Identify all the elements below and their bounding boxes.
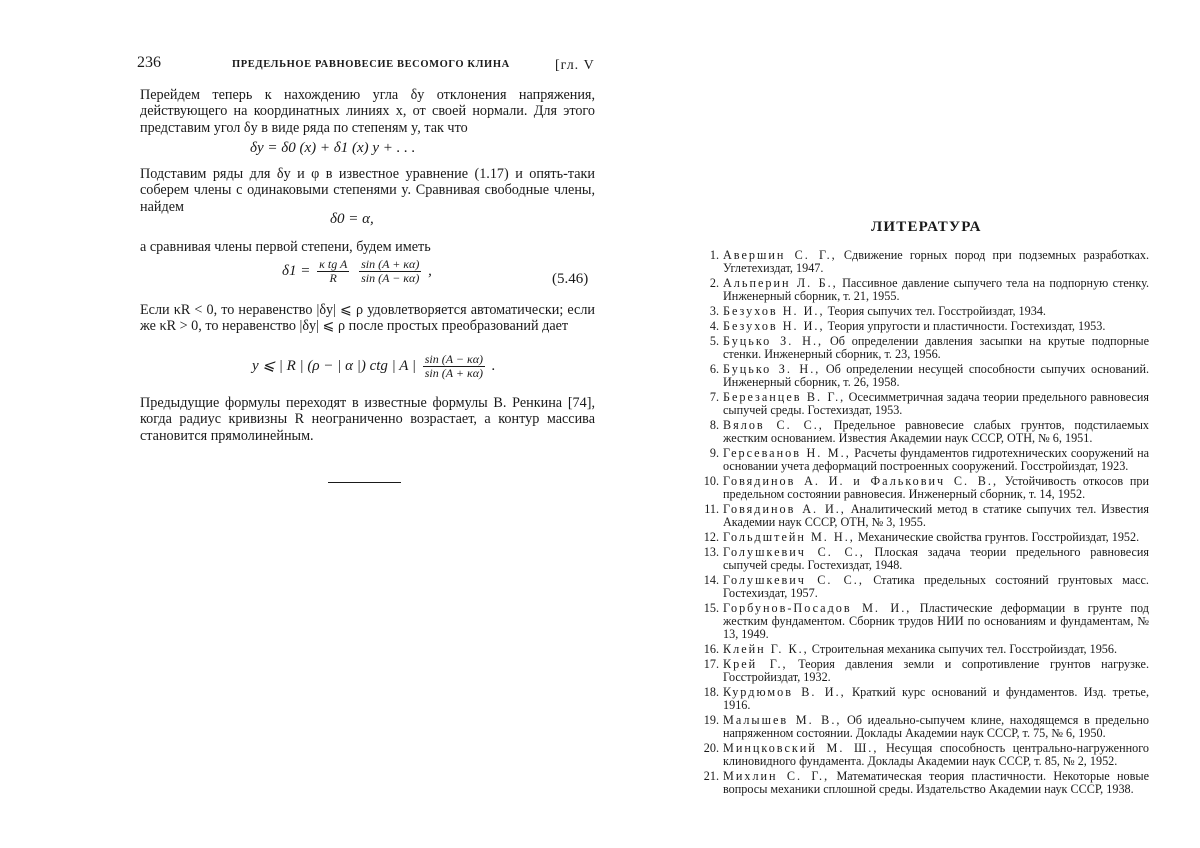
paragraph-2: Подставим ряды для δy и φ в известное уравнение (1.17) и опять-таки соберем члены с одинаковыми степенями y. Сравнивая свободные члены, найдем (140, 166, 595, 215)
reference-text: Теория давления земли и сопротивление грунтов нагрузке. Госстройиздат, 1932. (723, 657, 1149, 685)
reference-number: 17. (703, 657, 719, 672)
reference-item (690, 363, 1149, 389)
reference-author: Березанцев В. Г., (723, 390, 846, 405)
reference-number: 14. (703, 573, 719, 588)
reference-author: Голушкевич С. С., (723, 573, 864, 588)
reference-item (690, 249, 1149, 275)
reference-body (723, 602, 1149, 641)
paragraph-3: а сравнивая члены первой степени, будем иметь (140, 239, 431, 255)
reference-number: 5. (709, 334, 719, 349)
running-head: ПРЕДЕЛЬНОЕ РАВНОВЕСИЕ ВЕСОМОГО КЛИНА (232, 59, 510, 70)
reference-body (723, 305, 1149, 318)
reference-author: Курдюмов В. И., (723, 685, 846, 700)
reference-text: Об определении давления засыпки на крутые подпорные стенки. Инженерный сборник, т. 23, 1956. (723, 334, 1150, 362)
bibliography-list (690, 249, 1149, 798)
reference-item (690, 686, 1149, 712)
reference-body (723, 335, 1149, 361)
reference-author: Минцковский М. Ш., (723, 741, 879, 756)
reference-author: Герсеванов Н. М., (723, 446, 851, 461)
formula-delta1 (282, 258, 432, 285)
reference-number: 18. (703, 685, 719, 700)
reference-item (690, 305, 1149, 318)
reference-body (723, 320, 1149, 333)
reference-body (723, 447, 1149, 473)
fraction-sin-ratio (359, 258, 421, 285)
reference-body (723, 742, 1149, 768)
reference-body (723, 391, 1149, 417)
fraction-denominator: sin (A − κα) (361, 271, 420, 285)
reference-author: Безухов Н. И., (723, 319, 825, 334)
reference-item (690, 447, 1149, 473)
reference-body (723, 419, 1149, 445)
reference-author: Авершин С. Г., (723, 248, 837, 262)
reference-author: Вялов С. С., (723, 418, 824, 433)
reference-text: Предельное равновесие слабых грунтов, подстилаемых жестким основанием. Известия Академии наук СССР, ОТН, № 6, 1951. (723, 418, 1149, 446)
reference-number: 13. (703, 545, 719, 560)
reference-item (690, 602, 1149, 641)
reference-item (690, 714, 1149, 740)
page-number: 236 (137, 54, 161, 71)
reference-body (723, 531, 1149, 544)
reference-number: 21. (703, 769, 719, 784)
reference-author: Гольдштейн М. Н., (723, 530, 855, 545)
reference-body (723, 503, 1149, 529)
reference-author: Говядинов А. И., (723, 502, 846, 517)
reference-number: 15. (703, 601, 719, 616)
reference-body (723, 643, 1149, 656)
reference-text: Теория сыпучих тел. Госстройиздат, 1934. (827, 304, 1046, 318)
reference-number: 10. (703, 474, 719, 489)
reference-author: Голушкевич С. С., (723, 545, 865, 560)
reference-body (723, 277, 1149, 303)
reference-item (690, 277, 1149, 303)
reference-body (723, 686, 1149, 712)
reference-text: Аналитический метод в статике сыпучих тел. Известия Академии наук СССР, ОТН, № 3, 1955. (723, 502, 1149, 530)
reference-item (690, 574, 1149, 600)
reference-text: Пластические деформации в грунте под жестким фундаментом. Сборник трудов НИИ по основаниям и фундаментам, № 13, 1949. (723, 601, 1149, 642)
fraction-numerator: κ tg A (319, 257, 348, 271)
reference-text: Математическая теория пластичности. Некоторые новые вопросы механики сплошной среды. Издательство Академии наук СССР, 1938. (723, 769, 1149, 797)
reference-text: Статика предельных состояний грунтовых масс. Гостехиздат, 1957. (723, 573, 1149, 601)
reference-item (690, 531, 1149, 544)
reference-author: Клейн Г. К., (723, 642, 809, 657)
reference-item (690, 320, 1149, 333)
fraction-numerator: sin (A − κα) (424, 352, 484, 366)
reference-number: 9. (709, 446, 719, 461)
formula-y-inequality (252, 353, 496, 380)
reference-body (723, 770, 1149, 796)
reference-text: Об идеально-сыпучем клине, находящемся в предельно напряженном состоянии. Доклады Академии наук СССР, т. 75, № 6, 1950. (723, 713, 1150, 741)
reference-number: 6. (709, 362, 719, 377)
reference-text: Плоская задача теории предельного равновесия сыпучей среды. Гостехиздат, 1948. (723, 545, 1149, 573)
reference-item (690, 419, 1149, 445)
reference-item (690, 391, 1149, 417)
reference-body (723, 249, 1149, 275)
formula-delta0: δ0 = α, (330, 211, 374, 227)
reference-author: Малышев М. В., (723, 713, 842, 728)
reference-item (690, 475, 1149, 501)
reference-number: 16. (703, 642, 719, 657)
reference-body (723, 475, 1149, 501)
end-rule (328, 482, 401, 483)
reference-author: Говядинов А. И. и Фалькович С. В., (723, 474, 999, 489)
reference-item (690, 658, 1149, 684)
reference-author: Безухов Н. И., (723, 304, 825, 318)
reference-text: Механические свойства грунтов. Госстройиздат, 1952. (857, 530, 1140, 545)
reference-text: Осесимметричная задача теории предельного равновесия сыпучей среды. Гостехиздат, 1953. (723, 390, 1150, 418)
reference-text: Об определении несущей способности сыпучих оснований. Инженерный сборник, т. 26, 1958. (723, 362, 1150, 390)
formula-y-lhs: y ⩽ | R | (ρ − | α |) ctg | A | (252, 357, 417, 374)
reference-number: 20. (703, 741, 719, 756)
reference-number: 12. (703, 530, 719, 545)
bibliography-heading: ЛИТЕРАТУРА (871, 219, 982, 235)
formula-delta-series: δy = δ0 (x) + δ1 (x) y + . . . (250, 140, 416, 156)
fraction-ktgA-over-R (317, 258, 349, 285)
reference-number: 4. (709, 319, 719, 334)
reference-author: Крей Г., (723, 657, 788, 672)
reference-number: 2. (709, 276, 719, 290)
formula-tail: . (491, 357, 496, 374)
reference-body (723, 714, 1149, 740)
reference-body (723, 546, 1149, 572)
reference-text: Несущая способность центрально-нагруженного клиновидного фундамента. Доклады Академии наук СССР, т. 85, № 2, 1952. (723, 741, 1149, 769)
reference-text: Краткий курс оснований и фундаментов. Изд. третье, 1916. (723, 685, 1149, 713)
reference-author: Михлин С. Г., (723, 769, 830, 784)
fraction-sin-ratio-2 (423, 353, 485, 380)
reference-text: Пассивное давление сыпучего тела на подпорную стенку. Инженерный сборник, т. 21, 1955. (723, 276, 1149, 303)
equation-number: (5.46) (552, 271, 589, 287)
reference-number: 7. (709, 390, 719, 405)
reference-text: Сдвижение горных пород при подземных разработках. Углетехиздат, 1947. (723, 248, 1149, 275)
reference-number: 11. (704, 502, 719, 517)
reference-item (690, 742, 1149, 768)
formula-tail: , (428, 262, 432, 279)
reference-body (723, 574, 1149, 600)
reference-item (690, 770, 1149, 796)
reference-text: Строительная механика сыпучих тел. Госстройиздат, 1956. (811, 642, 1118, 657)
fraction-numerator: sin (A + κα) (361, 257, 420, 271)
reference-number: 8. (709, 418, 719, 433)
paragraph-1: Перейдем теперь к нахождению угла δy отклонения напряжения, действующего на координатных линиях x, от своей нормали. Для этого представим угол δy в виде ряда по степеням y, так что (140, 87, 595, 136)
reference-text: Устойчивость откосов при предельном состоянии равновесия. Инженерный сборник, т. 14, 1952. (723, 474, 1149, 502)
reference-author: Альперин Л. Б., (723, 276, 838, 290)
formula-delta1-lhs: δ1 = (282, 262, 311, 279)
reference-number: 1. (709, 248, 719, 262)
reference-number: 19. (703, 713, 719, 728)
reference-body (723, 658, 1149, 684)
reference-item (690, 503, 1149, 529)
chapter-reference: [гл. V (555, 58, 595, 73)
reference-item (690, 335, 1149, 361)
reference-author: Горбунов-Посадов М. И., (723, 601, 912, 616)
paragraph-5: Предыдущие формулы переходят в известные формулы В. Ренкина [74], когда радиус кривизны R неограниченно возрастает, а контур массива становится прямолинейным. (140, 395, 595, 444)
reference-body (723, 363, 1149, 389)
reference-number: 3. (709, 304, 719, 318)
reference-item (690, 643, 1149, 656)
reference-item (690, 546, 1149, 572)
fraction-denominator: R (329, 271, 337, 285)
reference-author: Буцько З. Н., (723, 334, 824, 349)
paragraph-4: Если κR < 0, то неравенство |δy| ⩽ ρ удовлетворяется автоматически; если же κR > 0, то неравенство |δy| ⩽ ρ после простых преобразований дает (140, 302, 595, 335)
reference-text: Теория упругости и пластичности. Гостехиздат, 1953. (827, 319, 1106, 334)
fraction-denominator: sin (A + κα) (424, 366, 484, 380)
reference-author: Буцько З. Н., (723, 362, 821, 377)
reference-text: Расчеты фундаментов гидротехнических сооружений на основании учета деформаций построенных сооружений. Госстройиздат, 1923. (723, 446, 1150, 474)
right-page (600, 0, 1200, 848)
